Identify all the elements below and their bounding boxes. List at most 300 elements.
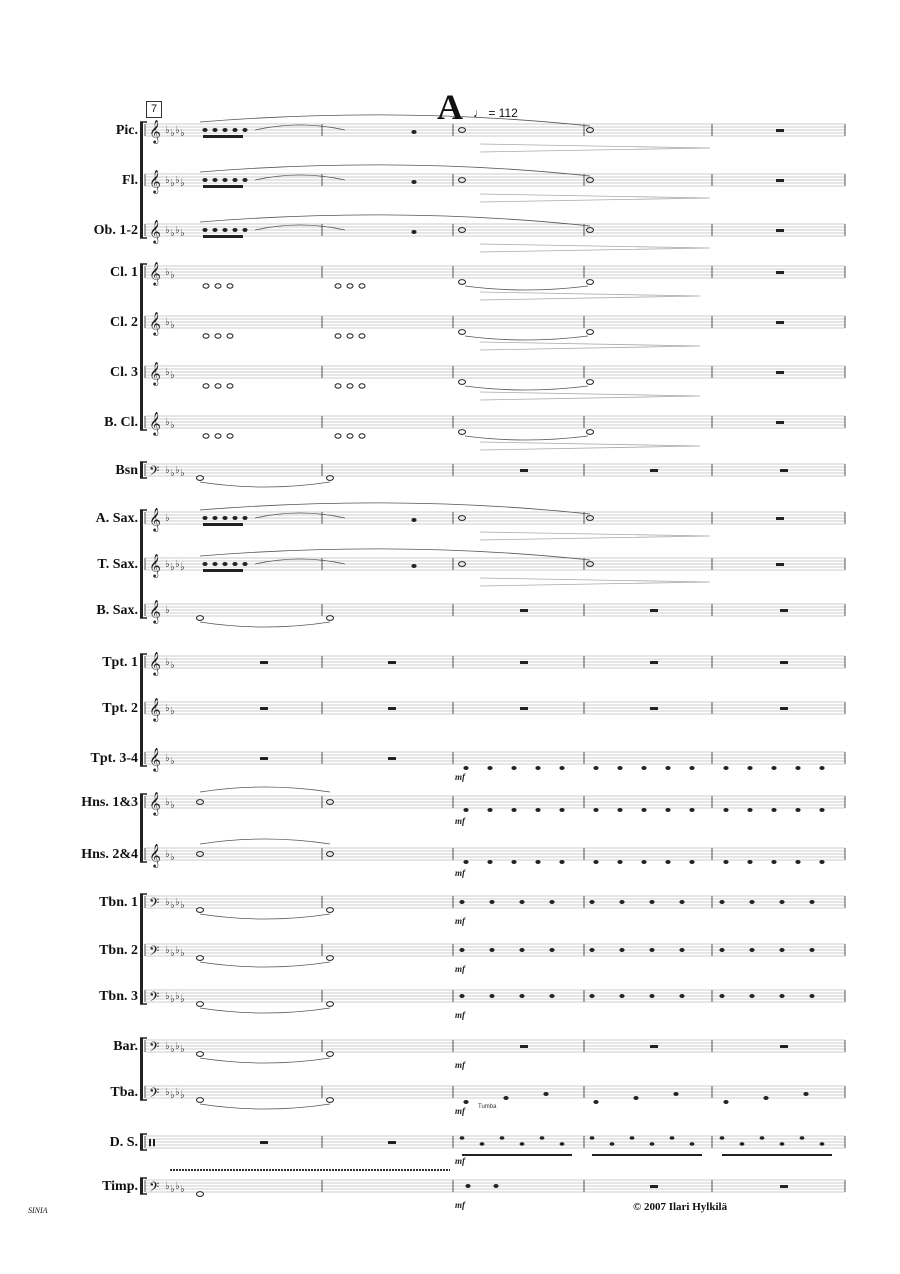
clef-icon: 𝄢 (149, 1085, 160, 1104)
note-head (760, 1136, 765, 1140)
note-head (719, 994, 724, 998)
flat-icon: ♭ (180, 1184, 185, 1195)
whole-rest (780, 1185, 788, 1188)
note-head (641, 860, 646, 864)
note-head (549, 900, 554, 904)
note-head (411, 180, 416, 184)
tie (255, 225, 345, 230)
tempo-value: = 112 (488, 106, 518, 120)
whole-rest (650, 469, 658, 472)
note-head (222, 562, 227, 566)
note-head (649, 994, 654, 998)
note-head (535, 860, 540, 864)
whole-rest (520, 469, 528, 472)
clef-icon: 𝄞 (149, 169, 161, 193)
note-head (202, 178, 207, 182)
instrument-label: Cl. 3 (110, 365, 138, 380)
note-head (202, 228, 207, 232)
whole-rest (650, 1045, 658, 1048)
note-head (593, 766, 598, 770)
whole-rest (520, 609, 528, 612)
note-head (719, 948, 724, 952)
flat-icon: ♭ (165, 1087, 170, 1098)
clef-icon: 𝄞 (149, 697, 161, 721)
note-head (589, 994, 594, 998)
flat-icon: ♭ (170, 562, 175, 573)
note-head (723, 1100, 728, 1104)
tie (255, 125, 345, 130)
flat-icon: ♭ (170, 1184, 175, 1195)
whole-rest (260, 1141, 268, 1144)
note-head (202, 562, 207, 566)
instrument-label: T. Sax. (97, 557, 138, 572)
note-head (649, 900, 654, 904)
note-head (347, 384, 353, 388)
group-bracket (140, 510, 143, 618)
whole-rest (780, 707, 788, 710)
note-head (670, 1136, 675, 1140)
flat-icon: ♭ (170, 1044, 175, 1055)
note-head (809, 948, 814, 952)
flat-icon: ♭ (175, 465, 180, 476)
instrument-label: Tpt. 2 (102, 701, 138, 716)
note-head (480, 1142, 485, 1146)
group-bracket (140, 1134, 143, 1150)
note-head (359, 384, 365, 388)
quarter-note-icon: ♩ (473, 106, 485, 120)
clef-icon: 𝄞 (149, 599, 161, 623)
note-head (779, 994, 784, 998)
note-head (771, 808, 776, 812)
note-head (665, 860, 670, 864)
tie (200, 962, 330, 967)
note-head (203, 334, 209, 338)
flat-icon: ♭ (170, 1090, 175, 1101)
whole-rest (650, 609, 658, 612)
whole-rest (520, 661, 528, 664)
note-head (202, 516, 207, 520)
note-head (559, 766, 564, 770)
note-head (809, 900, 814, 904)
whole-rest (388, 1141, 396, 1144)
note-head (560, 1142, 565, 1146)
dynamic-mf: mf (455, 916, 465, 926)
phrase-slur (200, 115, 590, 126)
flat-icon: ♭ (180, 948, 185, 959)
note-head (549, 994, 554, 998)
flat-icon: ♭ (165, 991, 170, 1002)
instrument-label: D. S. (109, 1135, 138, 1150)
whole-note (197, 1192, 204, 1197)
clef-icon: 𝄢 (149, 895, 160, 914)
dynamic-mf: mf (455, 772, 465, 782)
whole-rest (650, 1185, 658, 1188)
tie (200, 622, 330, 627)
whole-note (459, 330, 466, 335)
note-head (232, 178, 237, 182)
note-head (723, 808, 728, 812)
flat-icon: ♭ (170, 128, 175, 139)
note-head (543, 1092, 548, 1096)
clef-icon: 𝄞 (149, 651, 161, 675)
clef-icon: 𝄞 (149, 507, 161, 531)
note-head (619, 948, 624, 952)
flat-icon: ♭ (170, 900, 175, 911)
note-head (800, 1136, 805, 1140)
note-head (203, 284, 209, 288)
note-head (222, 516, 227, 520)
instrument-label: Timp. (102, 1179, 138, 1194)
note-head (689, 860, 694, 864)
note-head (459, 948, 464, 952)
dynamic-mf: mf (455, 868, 465, 878)
flat-icon: ♭ (170, 800, 175, 811)
note-head (222, 128, 227, 132)
note-head (489, 900, 494, 904)
note-head (590, 1136, 595, 1140)
dynamic-mf: mf (455, 816, 465, 826)
flat-icon: ♭ (165, 317, 170, 328)
flat-icon: ♭ (175, 1087, 180, 1098)
note-head (212, 562, 217, 566)
whole-note (197, 616, 204, 621)
note-head (359, 284, 365, 288)
beam (592, 1154, 702, 1156)
group-bracket (140, 1178, 143, 1194)
whole-rest (260, 707, 268, 710)
flat-icon: ♭ (175, 225, 180, 236)
note-head (202, 128, 207, 132)
note-head (589, 900, 594, 904)
note-head (689, 808, 694, 812)
whole-rest (776, 371, 784, 374)
instrument-label: Fl. (122, 173, 138, 188)
annotation-text: Tumba (478, 1104, 497, 1110)
whole-rest (520, 1045, 528, 1048)
flat-icon: ♭ (175, 125, 180, 136)
note-head (719, 900, 724, 904)
note-head (335, 384, 341, 388)
note-head (463, 860, 468, 864)
whole-note (587, 430, 594, 435)
instrument-label: Tbn. 3 (99, 989, 138, 1004)
note-head (347, 284, 353, 288)
beam (722, 1154, 832, 1156)
diminuendo-hairpin (480, 342, 700, 350)
diminuendo-hairpin (480, 392, 700, 400)
clef-icon: 𝄞 (149, 411, 161, 435)
note-head (665, 766, 670, 770)
note-head (227, 434, 233, 438)
note-head (347, 334, 353, 338)
flat-icon: ♭ (165, 849, 170, 860)
instrument-label: Hns. 1&3 (81, 795, 138, 810)
beam (203, 523, 243, 526)
flat-icon: ♭ (165, 657, 170, 668)
flat-icon: ♭ (165, 513, 170, 524)
note-head (212, 228, 217, 232)
instrument-label: Tbn. 1 (99, 895, 138, 910)
note-head (747, 766, 752, 770)
flat-icon: ♭ (165, 367, 170, 378)
note-head (463, 766, 468, 770)
whole-rest (650, 661, 658, 664)
diminuendo-hairpin (480, 578, 710, 586)
note-head (819, 766, 824, 770)
note-head (212, 516, 217, 520)
whole-rest (776, 517, 784, 520)
note-head (232, 228, 237, 232)
note-head (650, 1142, 655, 1146)
diminuendo-hairpin (480, 532, 710, 540)
tie (255, 513, 345, 518)
note-head (617, 808, 622, 812)
dynamic-mf: mf (455, 1200, 465, 1210)
beam (203, 185, 243, 188)
diminuendo-hairpin (480, 442, 700, 450)
whole-note (587, 280, 594, 285)
group-bracket (140, 122, 143, 238)
note-head (519, 948, 524, 952)
flat-icon: ♭ (180, 178, 185, 189)
note-head (359, 434, 365, 438)
note-head (227, 334, 233, 338)
flat-icon: ♭ (170, 756, 175, 767)
instrument-label: Cl. 2 (110, 315, 138, 330)
whole-rest (388, 757, 396, 760)
note-head (215, 334, 221, 338)
clef-icon: 𝄥 (149, 1131, 155, 1155)
note-head (489, 994, 494, 998)
flat-icon: ♭ (165, 1181, 170, 1192)
whole-rest (650, 707, 658, 710)
note-head (232, 516, 237, 520)
flat-icon: ♭ (175, 945, 180, 956)
flat-icon: ♭ (165, 125, 170, 136)
note-head (511, 766, 516, 770)
flat-icon: ♭ (170, 706, 175, 717)
note-head (520, 1142, 525, 1146)
diminuendo-hairpin (480, 144, 710, 152)
phrase-slur (200, 549, 590, 560)
flat-icon: ♭ (165, 703, 170, 714)
flat-icon: ♭ (170, 270, 175, 281)
note-head (559, 808, 564, 812)
flat-icon: ♭ (180, 562, 185, 573)
note-head (771, 860, 776, 864)
note-head (203, 384, 209, 388)
flat-icon: ♭ (180, 228, 185, 239)
note-head (690, 1142, 695, 1146)
clef-icon: 𝄢 (149, 943, 160, 962)
instrument-label: Ob. 1-2 (93, 223, 138, 238)
note-head (779, 900, 784, 904)
dynamic-mf: mf (455, 1106, 465, 1116)
flat-icon: ♭ (165, 225, 170, 236)
measure-number: 7 (146, 101, 162, 118)
beam (203, 569, 243, 572)
tie (200, 839, 330, 844)
flat-icon: ♭ (170, 660, 175, 671)
tie (465, 436, 588, 440)
phrase-slur (200, 165, 590, 176)
whole-note (197, 908, 204, 913)
whole-note (327, 1002, 334, 1007)
note-head (633, 1096, 638, 1100)
whole-rest (776, 271, 784, 274)
flat-icon: ♭ (175, 1181, 180, 1192)
note-head (795, 766, 800, 770)
tie (200, 482, 330, 487)
whole-note (587, 380, 594, 385)
note-head (689, 766, 694, 770)
note-head (679, 900, 684, 904)
flat-icon: ♭ (170, 320, 175, 331)
clef-icon: 𝄞 (149, 119, 161, 143)
flat-icon: ♭ (165, 797, 170, 808)
clef-icon: 𝄞 (149, 791, 161, 815)
note-head (232, 128, 237, 132)
note-head (589, 948, 594, 952)
note-head (610, 1142, 615, 1146)
instrument-label: Cl. 1 (110, 265, 138, 280)
note-head (617, 860, 622, 864)
note-head (222, 178, 227, 182)
note-head (335, 334, 341, 338)
note-head (679, 994, 684, 998)
note-head (511, 860, 516, 864)
note-head (459, 994, 464, 998)
note-head (749, 994, 754, 998)
note-head (242, 178, 247, 182)
note-head (665, 808, 670, 812)
note-head (487, 808, 492, 812)
flat-icon: ♭ (165, 267, 170, 278)
note-head (679, 948, 684, 952)
note-head (203, 434, 209, 438)
note-head (593, 808, 598, 812)
flat-icon: ♭ (170, 994, 175, 1005)
flat-icon: ♭ (165, 175, 170, 186)
note-head (819, 808, 824, 812)
flat-icon: ♭ (165, 753, 170, 764)
whole-note (587, 330, 594, 335)
flat-icon: ♭ (175, 991, 180, 1002)
note-head (747, 808, 752, 812)
note-head (503, 1096, 508, 1100)
instrument-label: Bsn (115, 463, 138, 478)
tie (200, 1058, 330, 1063)
note-head (242, 516, 247, 520)
group-bracket (140, 462, 143, 478)
note-head (215, 434, 221, 438)
clef-icon: 𝄞 (149, 219, 161, 243)
whole-note (197, 1098, 204, 1103)
note-head (215, 284, 221, 288)
tie (255, 559, 345, 564)
whole-note (459, 280, 466, 285)
diminuendo-hairpin (480, 292, 700, 300)
note-head (519, 900, 524, 904)
tie (255, 175, 345, 180)
beam (203, 135, 243, 138)
clef-icon: 𝄞 (149, 843, 161, 867)
note-head (749, 900, 754, 904)
whole-note (327, 908, 334, 913)
dynamic-mf: mf (455, 1010, 465, 1020)
whole-note (327, 956, 334, 961)
rehearsal-mark: A (437, 87, 463, 127)
note-head (803, 1092, 808, 1096)
note-head (535, 766, 540, 770)
dynamic-mf: mf (455, 964, 465, 974)
note-head (779, 948, 784, 952)
flat-icon: ♭ (175, 175, 180, 186)
note-head (809, 994, 814, 998)
group-bracket (140, 1038, 143, 1100)
group-bracket (140, 264, 143, 430)
group-bracket (140, 894, 143, 1004)
tie (465, 286, 588, 290)
whole-note (197, 1002, 204, 1007)
instrument-label: Pic. (115, 123, 138, 138)
note-head (411, 230, 416, 234)
instrument-label: B. Cl. (104, 415, 138, 430)
instrument-label: Tpt. 1 (102, 655, 138, 670)
clef-icon: 𝄞 (149, 361, 161, 385)
note-head (593, 860, 598, 864)
whole-rest (776, 421, 784, 424)
note-head (740, 1142, 745, 1146)
note-head (641, 808, 646, 812)
whole-note (197, 476, 204, 481)
flat-icon: ♭ (180, 468, 185, 479)
note-head (242, 562, 247, 566)
note-head (460, 1136, 465, 1140)
note-head (747, 860, 752, 864)
note-head (359, 334, 365, 338)
flat-icon: ♭ (170, 468, 175, 479)
note-head (463, 808, 468, 812)
note-head (459, 900, 464, 904)
flat-icon: ♭ (170, 228, 175, 239)
whole-note (459, 380, 466, 385)
note-head (222, 228, 227, 232)
whole-rest (780, 661, 788, 664)
whole-rest (780, 1045, 788, 1048)
whole-rest (388, 661, 396, 664)
clef-icon: 𝄞 (149, 311, 161, 335)
whole-rest (260, 757, 268, 760)
note-head (535, 808, 540, 812)
note-head (540, 1136, 545, 1140)
whole-rest (780, 469, 788, 472)
flat-icon: ♭ (175, 559, 180, 570)
whole-note (327, 1052, 334, 1057)
whole-rest (776, 563, 784, 566)
note-head (519, 994, 524, 998)
note-head (820, 1142, 825, 1146)
note-head (795, 860, 800, 864)
copyright: © 2007 Ilari Hylkilä (633, 1201, 728, 1213)
flat-icon: ♭ (170, 948, 175, 959)
note-head (649, 948, 654, 952)
note-head (771, 766, 776, 770)
note-head (673, 1092, 678, 1096)
note-head (511, 808, 516, 812)
note-head (465, 1184, 470, 1188)
note-head (487, 766, 492, 770)
